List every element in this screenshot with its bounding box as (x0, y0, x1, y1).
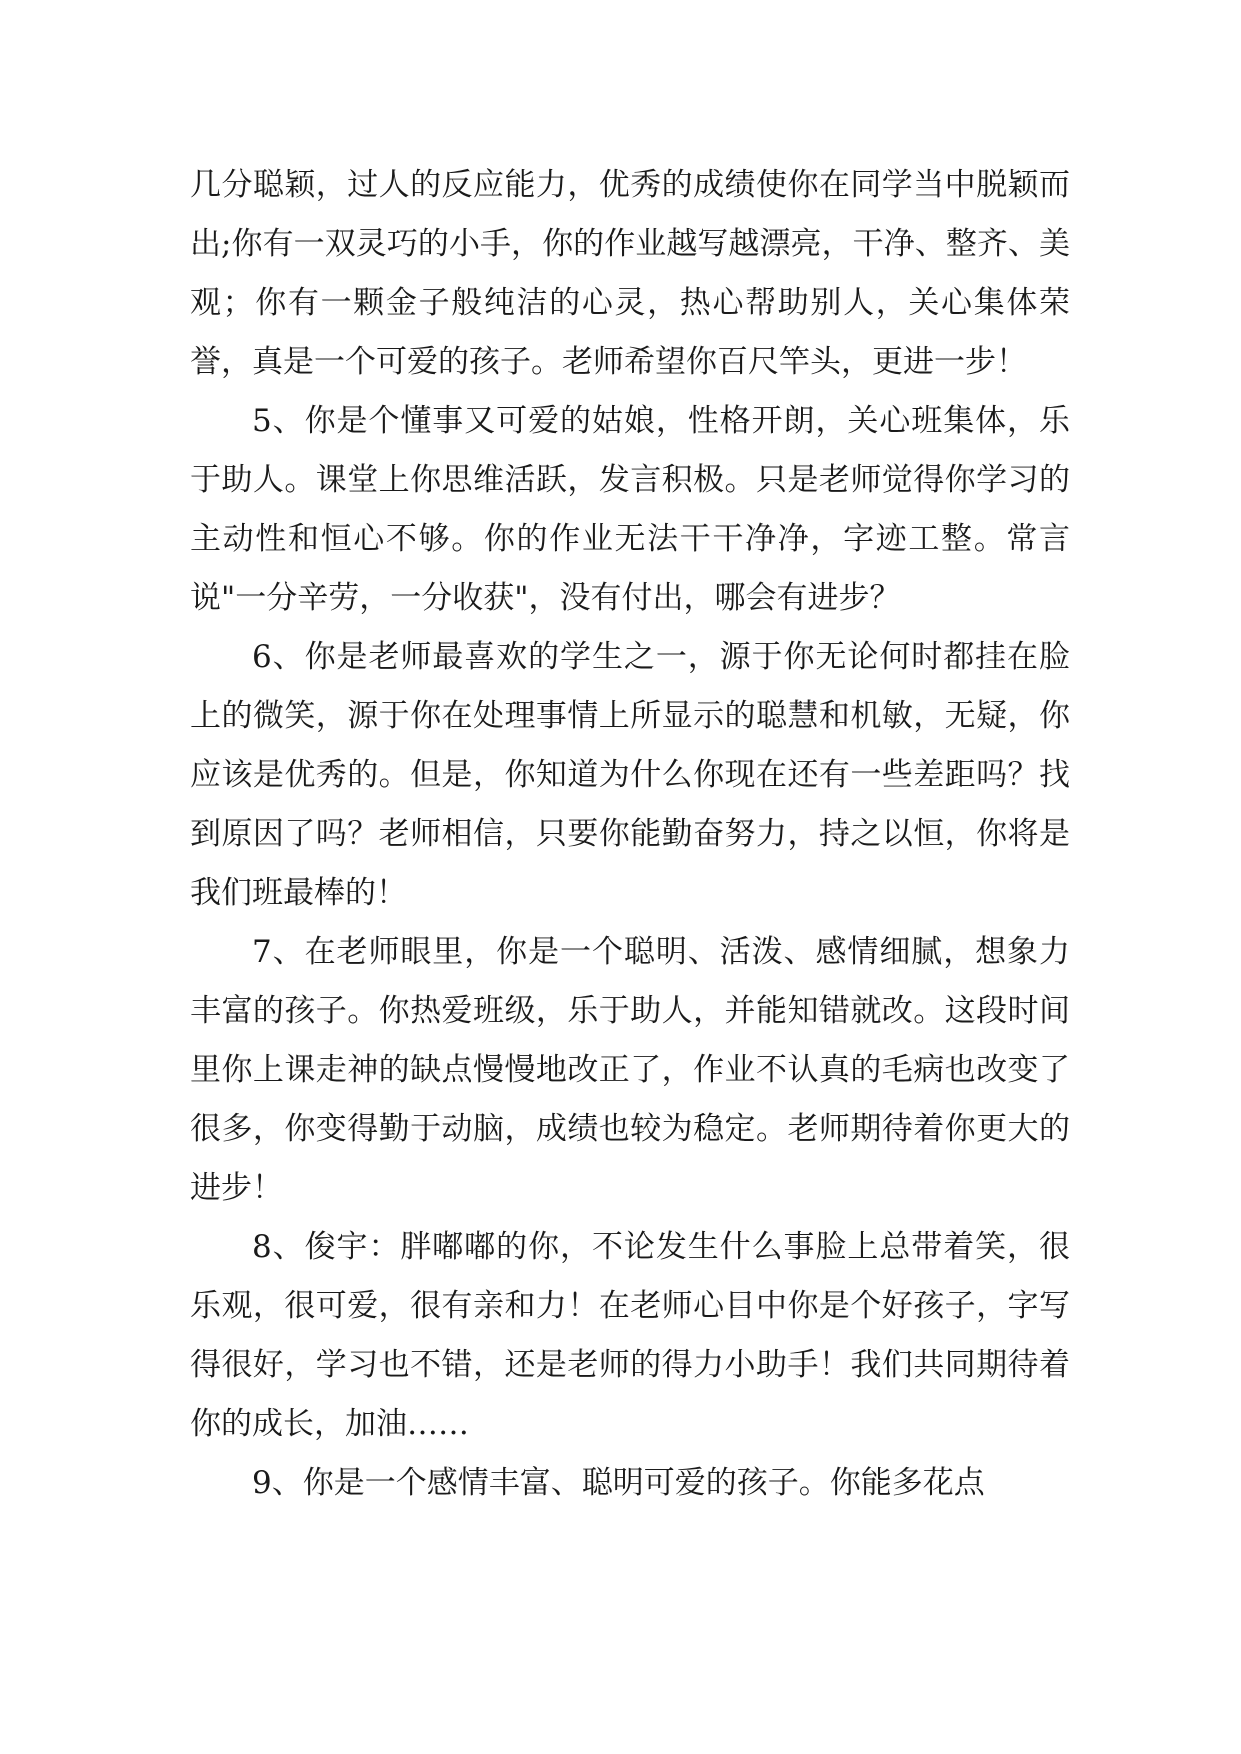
paragraph-comment-8: 8、俊宇：胖嘟嘟的你，不论发生什么事脸上总带着笑，很乐观，很可爱，很有亲和力！在老师心目中你是个好孩子，字写得很好，学习也不错，还是老师的得力小助手！我们共同期待着你的成长，加油…… (190, 1229, 1070, 1442)
paragraph-comment-5: 5、你是个懂事又可爱的姑娘，性格开朗，关心班集体，乐于助人。课堂上你思维活跃，发言积极。只是老师觉得你学习的主动性和恒心不够。你的作业无法干干净净，字迹工整。常言说"一分辛劳，一分收获"，没有付出，哪会有进步？ (190, 403, 1070, 616)
paragraph-comment-7: 7、在老师眼里，你是一个聪明、活泼、感情细腻，想象力丰富的孩子。你热爱班级，乐于助人，并能知错就改。这段时间里你上课走神的缺点慢慢地改正了，作业不认真的毛病也改变了很多，你变得勤于动脑，成绩也较为稳定。老师期待着你更大的进步！ (190, 934, 1070, 1206)
paragraph-continuation: 几分聪颖，过人的反应能力，优秀的成绩使你在同学当中脱颖而出;你有一双灵巧的小手，你的作业越写越漂亮，干净、整齐、美观；你有一颗金子般纯洁的心灵，热心帮助别人，关心集体荣誉，真是一个可爱的孩子。老师希望你百尺竿头，更进一步！ (190, 167, 1070, 380)
paragraph-comment-6: 6、你是老师最喜欢的学生之一，源于你无论何时都挂在脸上的微笑，源于你在处理事情上所显示的聪慧和机敏，无疑，你应该是优秀的。但是，你知道为什么你现在还有一些差距吗？找到原因了吗？老师相信，只要你能勤奋努力，持之以恒，你将是我们班最棒的！ (190, 639, 1070, 911)
paragraph-comment-9: 9、你是一个感情丰富、聪明可爱的孩子。你能多花点 (252, 1465, 985, 1501)
document-body (190, 156, 1070, 1513)
